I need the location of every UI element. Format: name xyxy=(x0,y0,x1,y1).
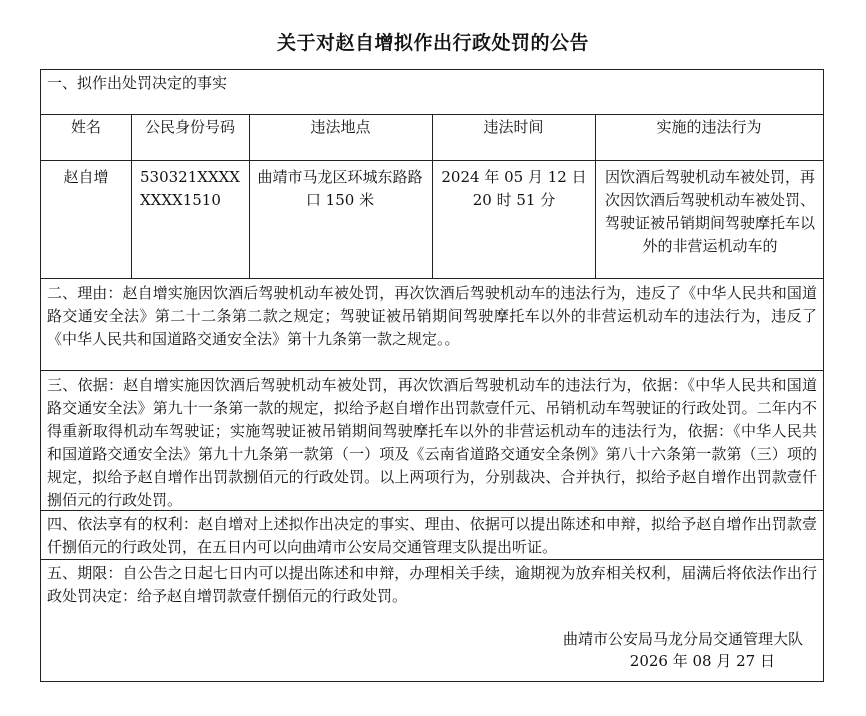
header-location: 违法地点 xyxy=(310,118,371,136)
row-divider xyxy=(41,278,823,279)
cell-time: 2024 年 05 月 12 日 20 时 51 分 xyxy=(441,168,587,209)
header-behavior: 实施的违法行为 xyxy=(656,118,762,136)
section4-rights: 四、依法享有的权利：赵自增对上述拟作出决定的事实、理由、依据可以提出陈述和申辩，拟给予赵自增作出罚款壹仟捌佰元的行政处罚，在五日内可以向曲靖市公安局交通管理支队提出听证。 xyxy=(47,515,817,556)
header-name: 姓名 xyxy=(70,118,101,136)
header-id-number: 公民身份号码 xyxy=(144,118,235,136)
section3-basis: 三、依据：赵自增实施因饮酒后驾驶机动车被处罚，再次饮酒后驾驶机动车的违法行为，依据：《中华人民共和国道路交通安全法》第九十一条第一款的规定，拟给予赵自增作出罚款壹仟元、吊销机动车驾驶证的行政处罚。二年内不得重新取得机动车驾驶证；实施驾驶证被吊销期间驾驶摩托车以外的非营运机动车的违法行为，依据：《中华人民共和国道路交通安全法》第九十九条第一款第（一）项及《云南省道路交通安全条例》第八十六条第一款第（三）项的规定，拟给予赵自增作出罚款捌佰元的行政处罚。以上两项行为，分别裁决、合并执行，拟给予赵自增作出罚款壹仟捌佰元的行政处罚。 xyxy=(47,376,817,509)
cell-location: 曲靖市马龙区环城东路路口 150 米 xyxy=(257,168,423,209)
row-divider xyxy=(41,559,823,560)
issuing-authority: 曲靖市公安局马龙分局交通管理大队 xyxy=(562,630,803,648)
cell-id-number: 530321XXXXXXXX1510 xyxy=(140,168,240,209)
row-divider xyxy=(41,370,823,371)
section1-heading: 一、拟作出处罚决定的事实 xyxy=(47,74,228,92)
notice-table xyxy=(40,69,824,682)
cell-name: 赵自增 xyxy=(63,168,109,186)
section5-deadline: 五、期限：自公告之日起七日内可以提出陈述和申辩，办理相关手续，逾期视为放弃相关权利，届满后将依法作出行政处罚决定：给予赵自增罚款壹仟捌佰元的行政处罚。 xyxy=(47,564,817,605)
issue-date: 2026 年 08 月 27 日 xyxy=(629,652,775,670)
header-time: 违法时间 xyxy=(483,118,544,136)
cell-behavior: 因饮酒后驾驶机动车被处罚，再次因饮酒后驾驶机动车被处罚、驾驶证被吊销期间驾驶摩托车以外的非营运机动车的 xyxy=(604,168,815,255)
column-divider xyxy=(131,114,132,278)
document-title: 关于对赵自增拟作出行政处罚的公告 xyxy=(276,32,589,54)
section2-reason: 二、理由：赵自增实施因饮酒后驾驶机动车被处罚，再次饮酒后驾驶机动车的违法行为，违反了《中华人民共和国道路交通安全法》第二十二条第二款之规定；驾驶证被吊销期间驾驶摩托车以外的非营运机动车的违法行为，违反了《中华人民共和国道路交通安全法》第十九条第一款之规定。。 xyxy=(47,284,817,348)
